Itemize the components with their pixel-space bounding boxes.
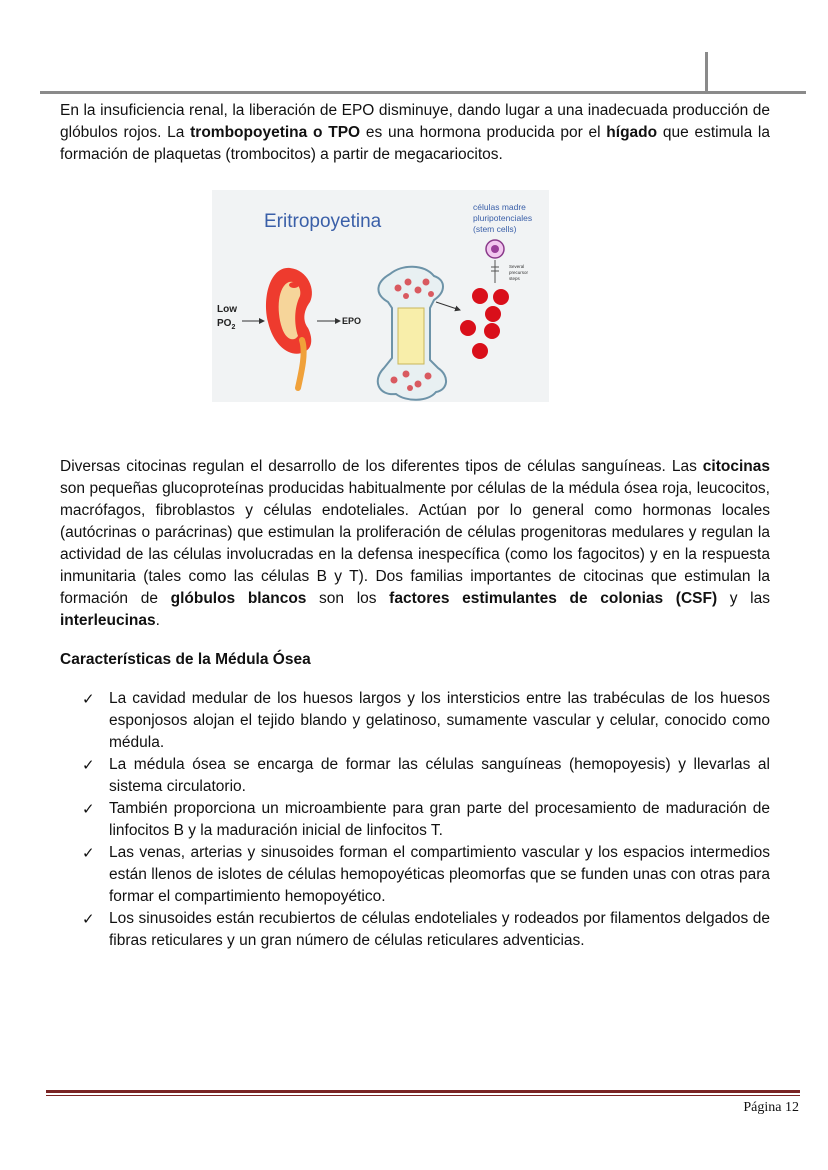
list-item-text: La médula ósea se encarga de formar las células sanguíneas (hemopoyesis) y llevarlas al sistema circulatorio. [109, 756, 770, 795]
check-icon: ✓ [82, 690, 95, 708]
p2-text-3: son los [306, 590, 390, 607]
list-item-text: Los sinusoides están recubiertos de células endoteliales y rodeados por filamentos delgados de fibras reticulares y un gran número de células reticulares adventicias. [109, 910, 770, 949]
p2-text-4: y las [717, 590, 770, 607]
check-icon: ✓ [82, 800, 95, 818]
stem-cell-label-2: pluripotenciales [473, 213, 533, 223]
list-item-text: También proporciona un microambiente para gran parte del procesamiento de maduración de linfocitos B y la maduración inicial de linfocitos T. [109, 800, 770, 839]
list-item [82, 842, 770, 908]
list-item-text: Las venas, arterias y sinusoides forman el compartimiento vascular y los espacios intermedios están llenos de islotes de células hemopoyéticas pleomorfas que se funden unas con otras para formar el compartimiento hemopoyético. [109, 844, 770, 905]
page-number: Página 12 [743, 1100, 799, 1115]
list-item [82, 798, 770, 842]
section-heading: Características de la Médula Ósea [60, 651, 311, 668]
p2-text-1: Diversas citocinas regulan el desarrollo de los diferentes tipos de células sanguíneas. Las [60, 458, 703, 475]
footer-rule-thin [46, 1095, 800, 1096]
check-icon: ✓ [82, 756, 95, 774]
p1-text-2: es una hormona producida por el [360, 124, 607, 141]
term-interleucinas: interleucinas [60, 612, 156, 629]
footer-rule [46, 1090, 800, 1093]
low-label: Low [217, 304, 237, 315]
term-trombopoyetina: trombopoyetina o TPO [190, 124, 361, 141]
paragraph-citocinas [60, 456, 770, 632]
stem-cell-label-1: células madre [473, 202, 526, 212]
header-rule-tick [705, 52, 708, 93]
list-item [82, 688, 770, 754]
steps-label-2: precursor [509, 270, 529, 275]
stem-cell-label-3: (stem cells) [473, 224, 517, 234]
check-icon: ✓ [82, 844, 95, 862]
p2-text-5: . [155, 612, 160, 629]
figure-title: Eritropoyetina [264, 211, 382, 232]
paragraph-epo-tpo [60, 100, 770, 166]
check-icon: ✓ [82, 910, 95, 928]
term-citocinas: citocinas [702, 458, 770, 475]
erythropoietin-figure [212, 190, 549, 402]
p2-text-2: son pequeñas glucoproteínas producidas habitualmente por células de la médula ósea roja, leucocitos, macrófagos, fibroblastos y células endoteliales. Actúan por lo general como hormonas locales (autócrinas o parácrinas) que estimulan la proliferación de células progenitoras medulares y regulan la actividad de las células involucradas en la defensa inespecífica (como los fagocitos) y en la respuesta inmunitaria (tales como las células B y T). Dos familias importantes de citocinas que estimulan la formación de [60, 480, 770, 607]
list-item [82, 754, 770, 798]
p1-text-3: que estimula la formación de plaquetas (trombocitos) a partir de megacariocitos. [60, 124, 770, 163]
p1-text-1: En la insuficiencia renal, la liberación de EPO disminuye, dando lugar a una inadecuada producción de glóbulos rojos. La [60, 102, 770, 141]
epo-label: EPO [342, 316, 362, 326]
po2-subscript: 2 [231, 324, 236, 331]
po2-label: PO [217, 318, 232, 329]
list-item [82, 908, 770, 952]
term-globulos-blancos: glóbulos blancos [170, 590, 307, 607]
term-higado: hígado [606, 124, 658, 141]
steps-label-3: steps [509, 276, 520, 281]
stem-cell-icon [486, 240, 504, 258]
header-rule [40, 91, 806, 94]
erythropoietin-illustration [212, 190, 549, 402]
list-item-text: La cavidad medular de los huesos largos y los intersticios entre las trabéculas de los huesos esponjosos alojan el tejido blando y gelatinoso, sumamente vascular y celular, conocido como médula. [109, 690, 770, 751]
bone-marrow-features-list [82, 688, 770, 952]
steps-label-1: Several [509, 264, 525, 269]
term-csf: factores estimulantes de colonias (CSF) [389, 590, 718, 607]
